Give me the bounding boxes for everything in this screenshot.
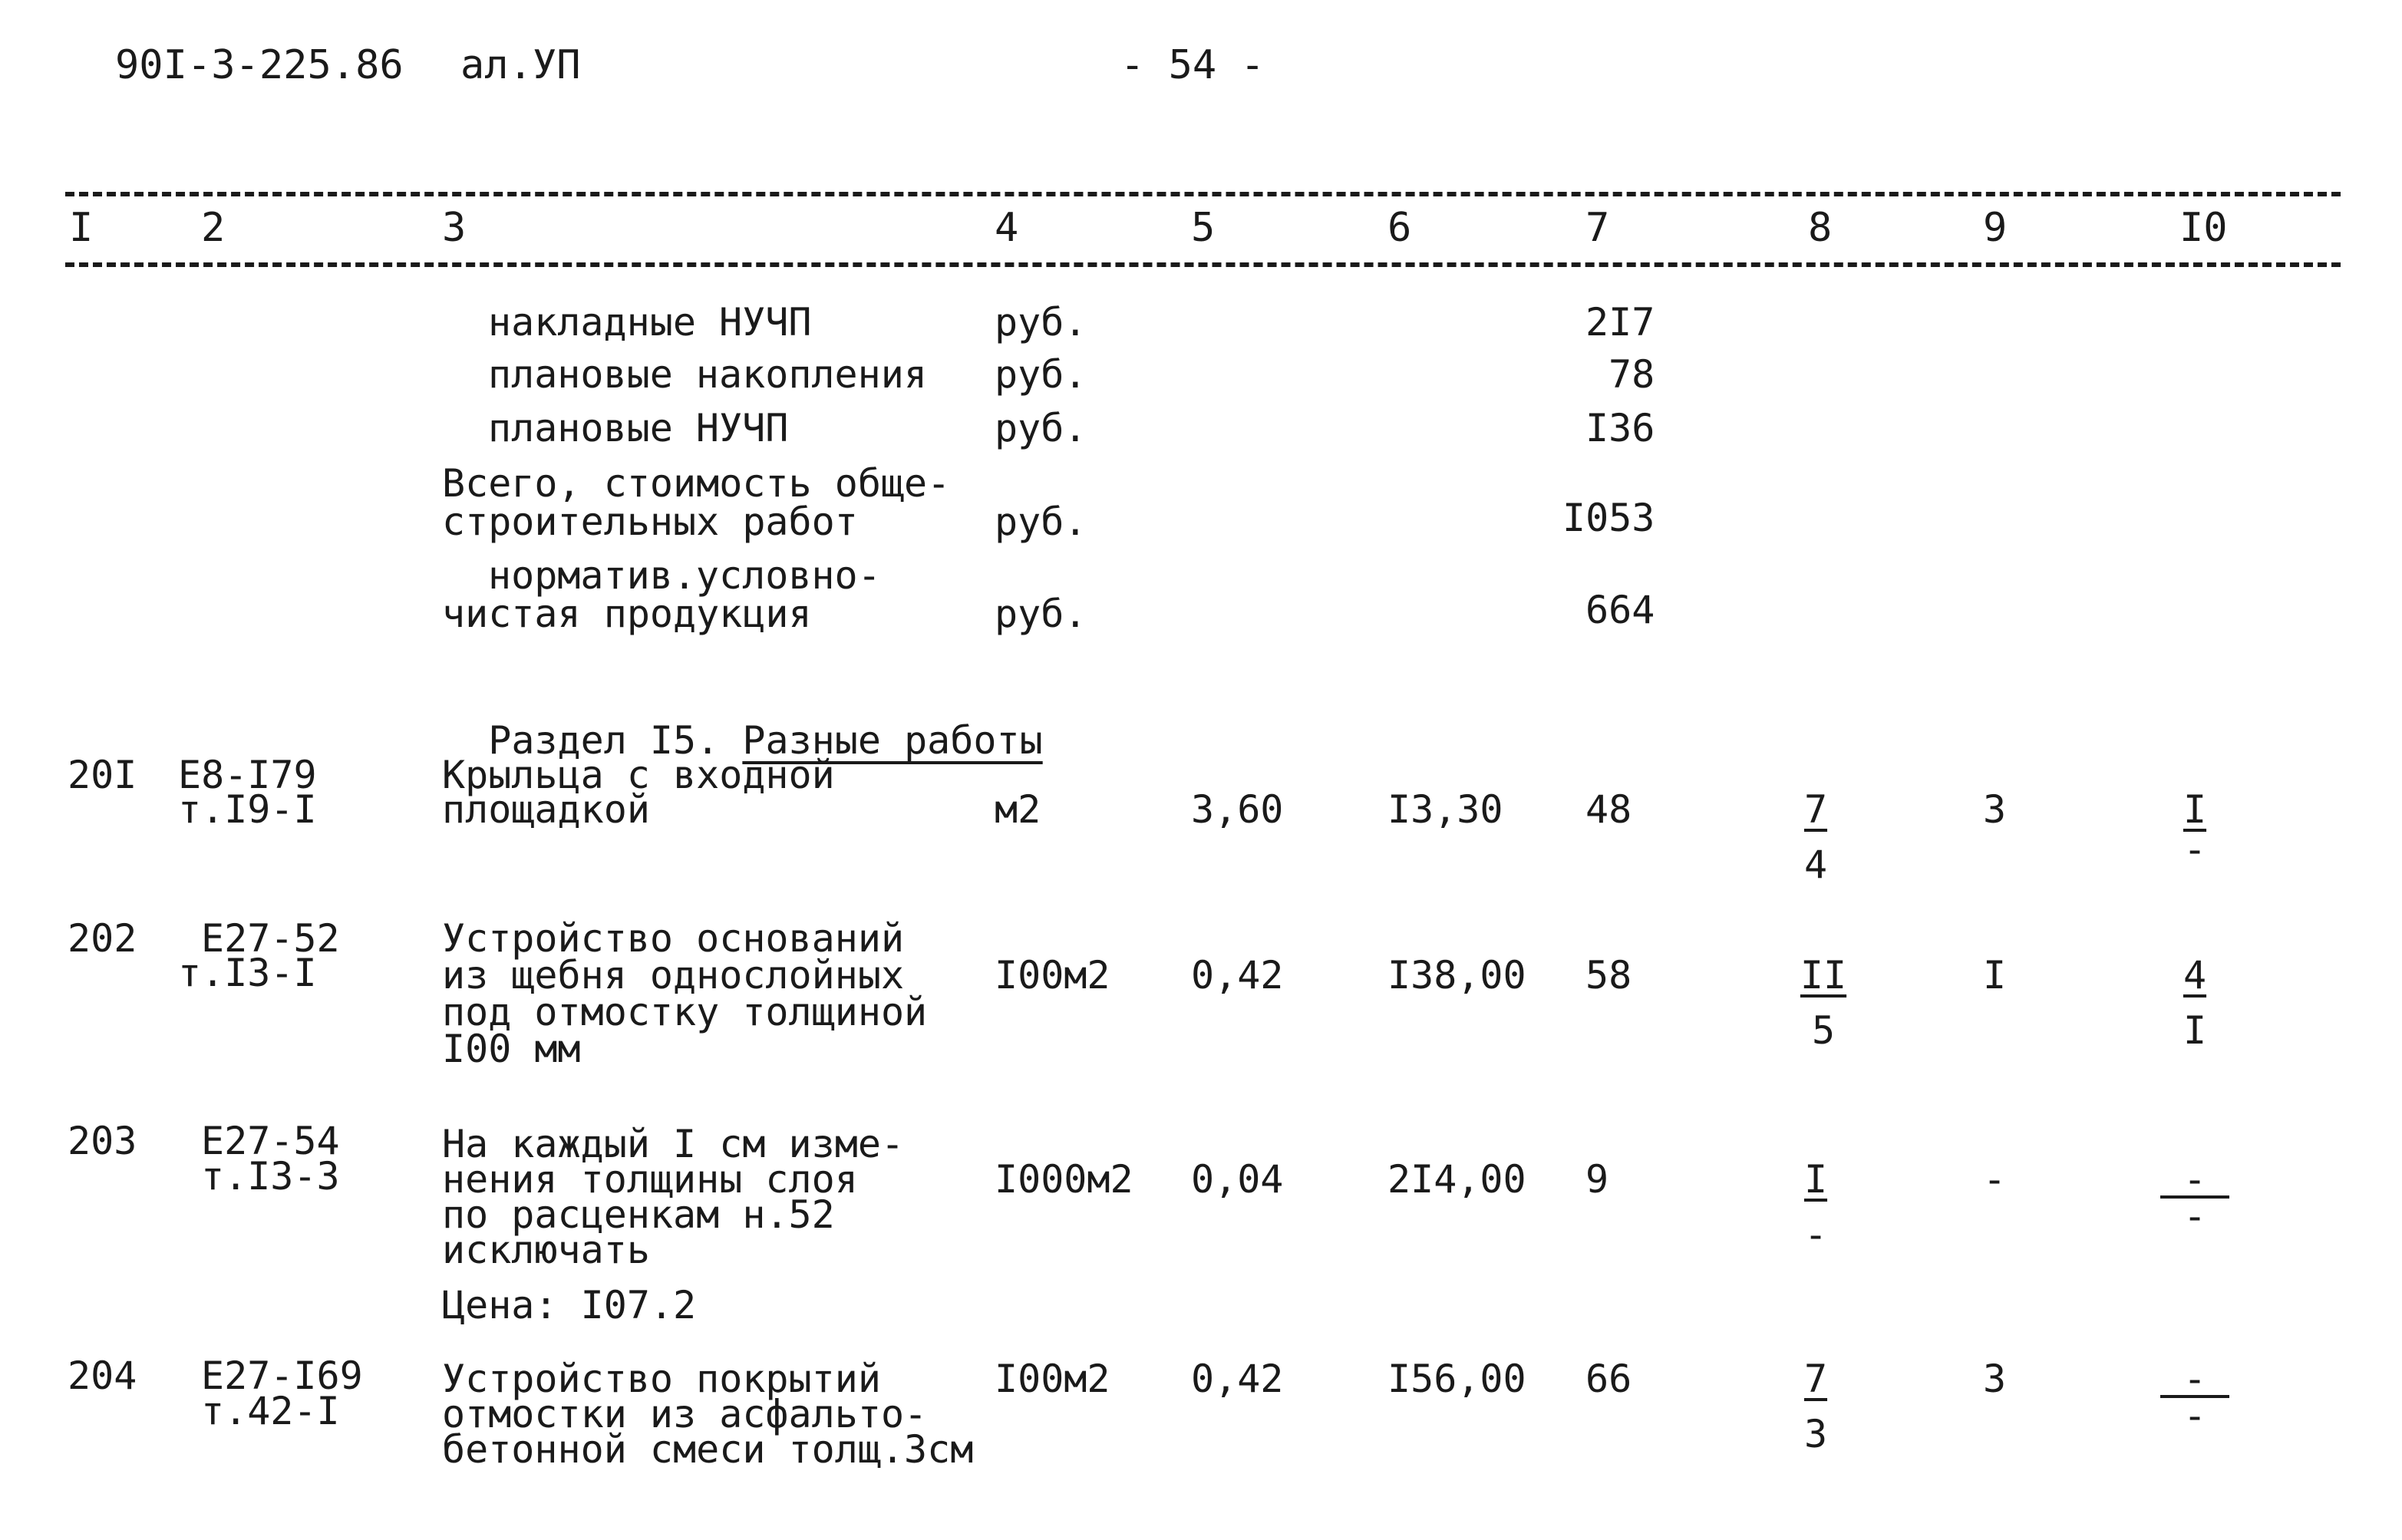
row-col8-fraction bbox=[1793, 953, 1854, 1053]
subtotal-unit: руб. bbox=[995, 352, 1087, 397]
row-unit: I000м2 bbox=[995, 1157, 1133, 1202]
row-col10-fraction bbox=[2160, 1157, 2229, 1202]
section-prefix: Раздел I5. bbox=[488, 718, 720, 763]
section-heading bbox=[442, 683, 1043, 763]
row-description-line: под отмостку толщиной bbox=[442, 990, 928, 1034]
fraction-denominator: - bbox=[2183, 827, 2207, 872]
row-description-line: нения толщины слоя bbox=[442, 1157, 858, 1202]
row-cost: 9 bbox=[1585, 1157, 1609, 1202]
row-unit: I00м2 bbox=[995, 953, 1110, 998]
col-header-10: I0 bbox=[2179, 205, 2228, 251]
col-header-4: 4 bbox=[995, 205, 1019, 251]
row-code: Е27-I69 bbox=[201, 1354, 363, 1398]
header-rule-top bbox=[65, 192, 2341, 196]
row-table-ref: т.I3-I bbox=[178, 951, 317, 995]
row-description-line: исключать bbox=[442, 1228, 650, 1272]
row-number: 204 bbox=[68, 1354, 137, 1398]
subtotal-value: I053 bbox=[1562, 496, 1655, 540]
fraction-numerator: 4 bbox=[2183, 953, 2207, 998]
fraction-denominator: 4 bbox=[1803, 843, 1828, 887]
fraction-numerator: II bbox=[1800, 953, 1847, 998]
row-unit-price: I38,00 bbox=[1387, 953, 1526, 998]
row-description-line: отмостки из асфальто- bbox=[442, 1392, 928, 1436]
section-title: Разные работы bbox=[742, 718, 1043, 763]
row-unit-price: I56,00 bbox=[1387, 1357, 1526, 1401]
subtotal-label: плановые накопления bbox=[488, 352, 927, 397]
row-unit-price: 2I4,00 bbox=[1387, 1157, 1526, 1202]
document-code: 90I-3-225.86 bbox=[115, 42, 404, 88]
col-header-7: 7 bbox=[1585, 205, 1610, 251]
header-rule-bottom bbox=[65, 262, 2341, 267]
col-header-6: 6 bbox=[1387, 205, 1412, 251]
row-number: 203 bbox=[68, 1119, 137, 1163]
row-quantity: 3,60 bbox=[1191, 787, 1284, 832]
row-col8-fraction bbox=[1793, 1357, 1839, 1456]
row-description-line: Крыльца с входной bbox=[442, 753, 835, 797]
col-header-5: 5 bbox=[1191, 205, 1216, 251]
subtotal-value: I36 bbox=[1585, 406, 1655, 450]
row-col9: I bbox=[1983, 953, 2007, 998]
row-description-line: I00 мм bbox=[442, 1027, 581, 1071]
subtotal-unit: руб. bbox=[995, 406, 1087, 450]
col-header-2: 2 bbox=[201, 205, 226, 251]
col-header-8: 8 bbox=[1808, 205, 1833, 251]
row-code: Е8-I79 bbox=[178, 753, 317, 797]
row-description-line: Устройство покрытий bbox=[442, 1357, 881, 1401]
fraction-numerator: 7 bbox=[1803, 787, 1828, 832]
subtotal-unit: руб. bbox=[995, 500, 1087, 544]
row-quantity: 0,04 bbox=[1191, 1157, 1284, 1202]
fraction-numerator: I bbox=[1803, 1157, 1828, 1202]
fraction-denominator: I bbox=[2183, 1008, 2207, 1053]
fraction-denominator: - bbox=[1803, 1212, 1828, 1257]
row-cost: 66 bbox=[1585, 1357, 1632, 1401]
row-col9: 3 bbox=[1983, 1357, 2007, 1401]
subtotal-value: 78 bbox=[1608, 352, 1655, 397]
row-code: Е27-52 bbox=[201, 916, 340, 961]
subtotal-value: 2I7 bbox=[1585, 300, 1655, 345]
row-table-ref: т.I3-3 bbox=[201, 1154, 340, 1199]
subtotal-label-line2: чистая продукция bbox=[442, 592, 812, 636]
row-col10-denominator: - bbox=[2183, 1393, 2207, 1438]
row-col8-fraction bbox=[1793, 787, 1839, 887]
row-col10-fraction bbox=[2160, 1357, 2229, 1401]
row-col9: 3 bbox=[1983, 787, 2007, 832]
row-table-ref: т.I9-I bbox=[178, 787, 317, 832]
fraction-denominator: 5 bbox=[1811, 1008, 1836, 1053]
fraction-denominator: 3 bbox=[1803, 1412, 1828, 1456]
row-number: 20I bbox=[68, 753, 137, 797]
row-cost: 58 bbox=[1585, 953, 1632, 998]
row-unit: I00м2 bbox=[995, 1357, 1110, 1401]
row-description-line: бетонной смеси толщ.3см bbox=[442, 1427, 974, 1472]
fraction-numerator: 7 bbox=[1803, 1357, 1828, 1401]
fraction-numerator: I bbox=[2183, 787, 2207, 832]
subtotal-unit: руб. bbox=[995, 300, 1087, 345]
subtotal-unit: руб. bbox=[995, 592, 1087, 636]
row-description-line: по расценкам н.52 bbox=[442, 1192, 835, 1237]
subtotal-label: плановые НУЧП bbox=[488, 406, 789, 450]
row-code: Е27-54 bbox=[201, 1119, 340, 1163]
subtotal-label-line1: норматив.условно- bbox=[488, 553, 881, 598]
price-note: Цена: I07.2 bbox=[442, 1283, 697, 1327]
row-number: 202 bbox=[68, 916, 137, 961]
row-description-line: На каждый I см изме- bbox=[442, 1122, 905, 1166]
subtotal-value: 664 bbox=[1585, 588, 1655, 632]
row-col10-denominator: - bbox=[2183, 1194, 2207, 1238]
row-description-line: из щебня однослойных bbox=[442, 953, 905, 998]
row-unit-price: I3,30 bbox=[1387, 787, 1503, 832]
fraction-numerator: - bbox=[2183, 1157, 2207, 1202]
row-description-line: площадкой bbox=[442, 787, 650, 832]
col-header-9: 9 bbox=[1983, 205, 2008, 251]
row-col9: - bbox=[1983, 1157, 2007, 1202]
row-table-ref: т.42-I bbox=[201, 1389, 340, 1433]
row-quantity: 0,42 bbox=[1191, 1357, 1284, 1401]
row-description-line: Устройство оснований bbox=[442, 916, 905, 961]
row-col10-fraction bbox=[2172, 787, 2218, 872]
row-unit: м2 bbox=[995, 787, 1041, 832]
row-cost: 48 bbox=[1585, 787, 1632, 832]
row-col10-fraction bbox=[2172, 953, 2218, 1053]
fraction-numerator: - bbox=[2183, 1357, 2207, 1401]
col-header-3: 3 bbox=[442, 205, 467, 251]
page-number: - 54 - bbox=[1120, 42, 1265, 88]
row-col8-fraction bbox=[1793, 1157, 1839, 1257]
subtotal-label-line2: строительных работ bbox=[442, 500, 858, 544]
subtotal-label: накладные НУЧП bbox=[488, 300, 812, 345]
subtotal-label-line1: Всего, стоимость обще- bbox=[442, 461, 951, 506]
col-header-1: I bbox=[69, 205, 94, 251]
album-label: ал.УП bbox=[460, 42, 581, 88]
row-quantity: 0,42 bbox=[1191, 953, 1284, 998]
